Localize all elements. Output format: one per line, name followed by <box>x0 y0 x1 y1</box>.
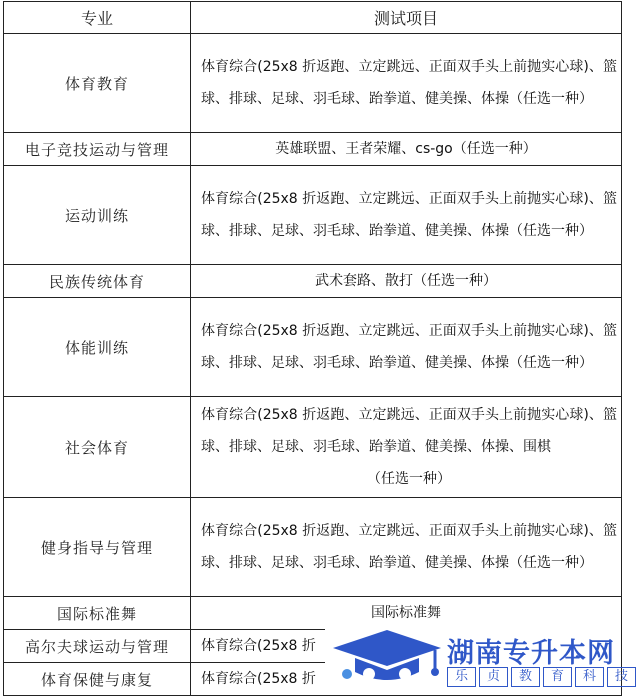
major-cell: 运动训练 <box>4 166 191 265</box>
slogan-char: 育 <box>543 667 572 687</box>
test-items-cell: 体育综合(25x8 折返跑、立定跳远、正面双手头上前抛实心球)、篮球、排球、足球、羽毛球、跆拳道、健美操、体操（任选一种） <box>191 498 622 597</box>
table-row <box>4 498 622 597</box>
watermark-logo <box>325 626 628 694</box>
watermark-brand: 湖南专升本网 <box>447 638 615 669</box>
slogan-char: 科 <box>575 667 604 687</box>
major-cell: 体育教育 <box>4 34 191 133</box>
header-major: 专业 <box>4 2 191 34</box>
test-items-table <box>3 1 622 696</box>
slogan-char: 教 <box>511 667 540 687</box>
major-cell: 民族传统体育 <box>4 265 191 298</box>
major-cell: 电子竞技运动与管理 <box>4 133 191 166</box>
test-items-cell: 武术套路、散打（任选一种） <box>191 265 622 298</box>
test-items-cell: 体育综合(25x8 折 <box>191 630 622 663</box>
header-test-items: 测试项目 <box>191 2 622 34</box>
test-items-cell <box>191 397 622 498</box>
slogan-char: 技 <box>607 667 636 687</box>
test-items-note: （任选一种） <box>367 471 451 487</box>
table-row <box>4 34 622 133</box>
slogan-char: 乐 <box>447 667 476 687</box>
graduation-cap-icon <box>325 626 445 694</box>
major-cell: 社会体育 <box>4 397 191 498</box>
major-cell: 体育保健与康复 <box>4 663 191 696</box>
table-row <box>4 265 622 298</box>
major-cell: 体能训练 <box>4 298 191 397</box>
test-items-cell: 体育综合(25x8 折 <box>191 663 622 696</box>
table-row <box>4 397 622 498</box>
table-row <box>4 133 622 166</box>
test-items-cell: 体育综合(25x8 折返跑、立定跳远、正面双手头上前抛实心球)、篮球、排球、足球、羽毛球、跆拳道、健美操、体操（任选一种） <box>191 166 622 265</box>
test-items-text: 体育综合(25x8 折返跑、立定跳远、正面双手头上前抛实心球)、篮球、排球、足球、羽毛球、跆拳道、健美操、体操、围棋 <box>201 407 617 455</box>
major-cell: 国际标准舞 <box>4 597 191 630</box>
test-items-cell: 体育综合(25x8 折返跑、立定跳远、正面双手头上前抛实心球)、篮球、排球、足球、羽毛球、跆拳道、健美操、体操（任选一种） <box>191 298 622 397</box>
test-items-cell: 英雄联盟、王者荣耀、cs-go（任选一种） <box>191 133 622 166</box>
table-row <box>4 597 622 630</box>
test-items-cell: 体育综合(25x8 折返跑、立定跳远、正面双手头上前抛实心球)、篮球、排球、足球、羽毛球、跆拳道、健美操、体操（任选一种） <box>191 34 622 133</box>
watermark-slogan <box>447 667 636 687</box>
slogan-char: 贞 <box>479 667 508 687</box>
major-cell: 健身指导与管理 <box>4 498 191 597</box>
major-cell: 高尔夫球运动与管理 <box>4 630 191 663</box>
table-row <box>4 166 622 265</box>
table-header-row <box>4 2 622 34</box>
table-row <box>4 298 622 397</box>
test-items-cell: 国际标准舞 <box>191 597 622 630</box>
